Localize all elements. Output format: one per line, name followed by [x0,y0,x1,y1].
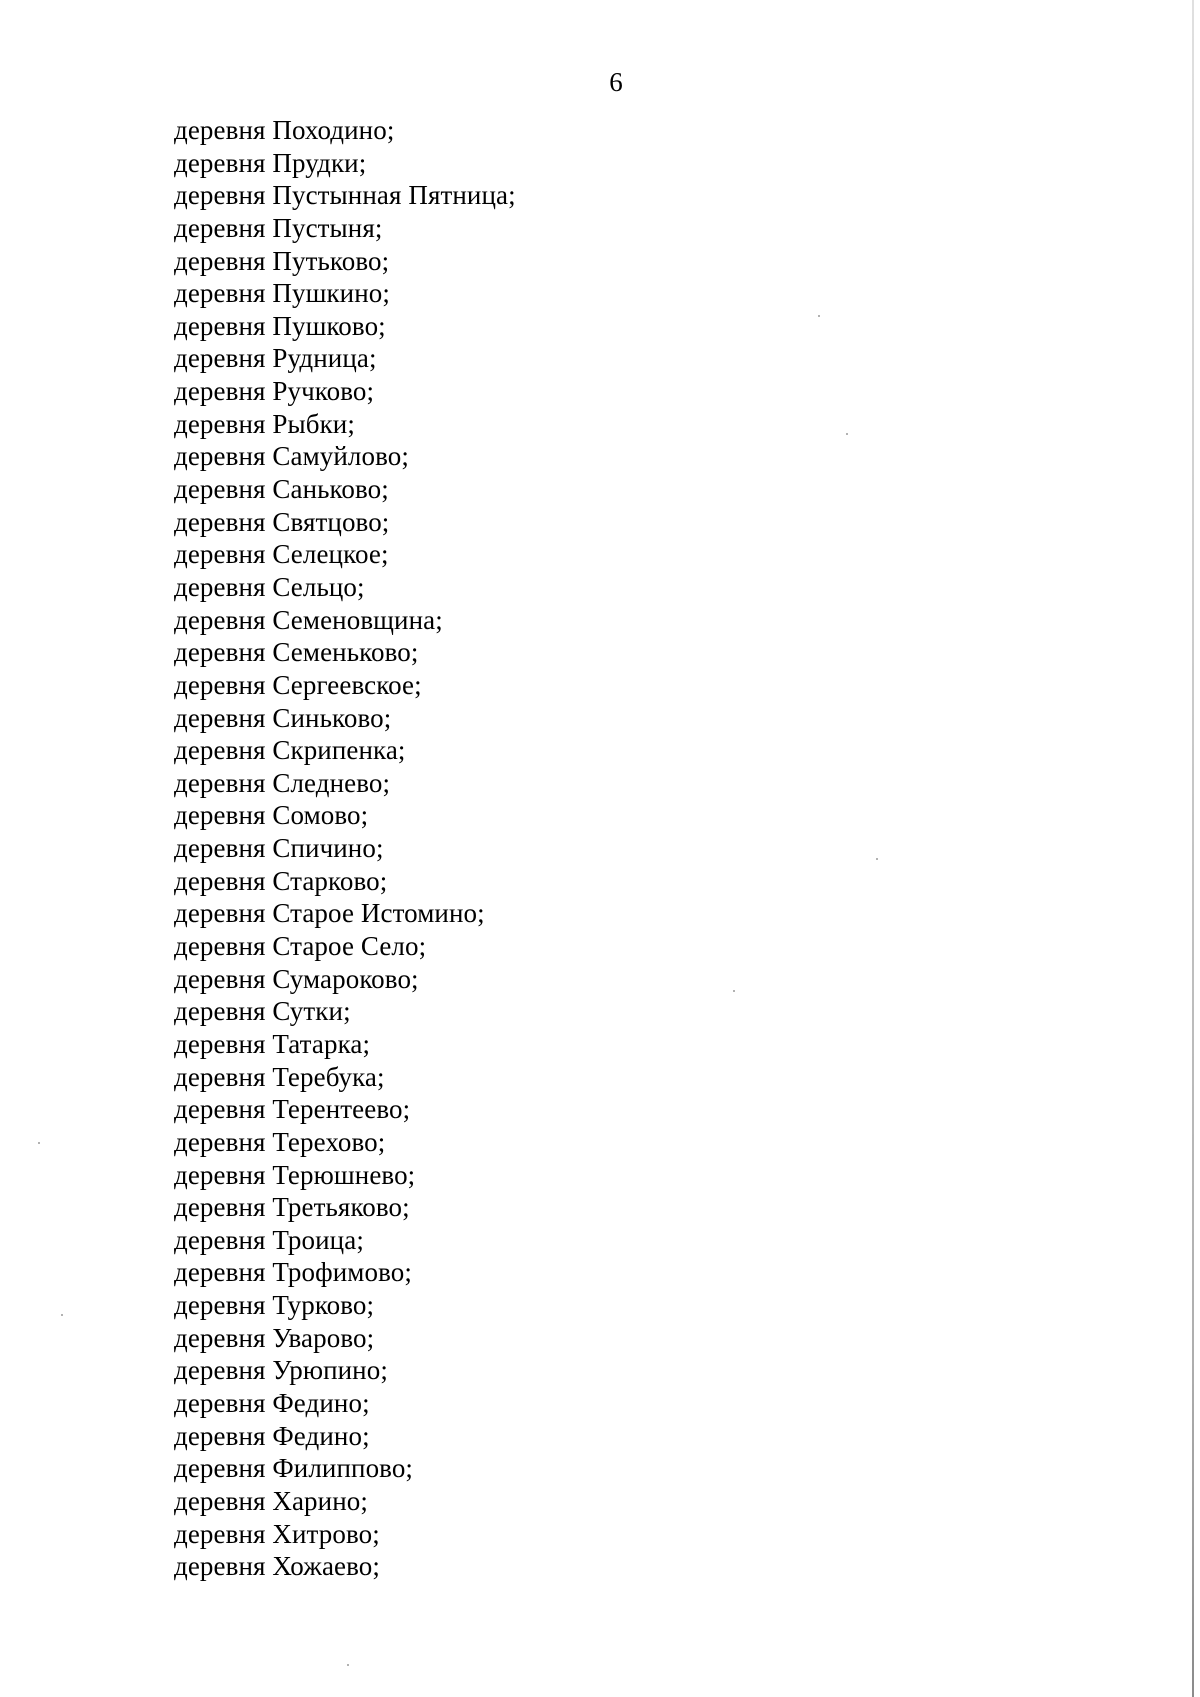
list-item: деревня Урюпино; [174,1355,388,1386]
list-item: деревня Путьково; [174,245,390,276]
list-item: деревня Старково; [174,865,388,896]
list-item: деревня Хожаево; [174,1551,380,1582]
list-item: деревня Селецкое; [174,539,389,570]
list-item: деревня Теребука; [174,1061,385,1092]
settlement-list [174,114,516,1583]
list-item: деревня Пустынная Пятница; [174,180,516,211]
list-item: деревня Скрипенка; [174,735,406,766]
list-item: деревня Спичино; [174,833,384,864]
scan-speck [876,858,878,860]
list-item: деревня Третьяково; [174,1192,410,1223]
list-item: деревня Ручково; [174,376,375,407]
list-item: деревня Сомово; [174,800,369,831]
list-item: деревня Терюшнево; [174,1159,416,1190]
list-item: деревня Рудница; [174,343,377,374]
list-item: деревня Хитрово; [174,1518,380,1549]
page-number: 6 [609,67,623,97]
list-item: деревня Семеновщина; [174,604,443,635]
list-item: деревня Харино; [174,1485,368,1516]
scan-speck [38,1142,40,1144]
list-item: деревня Сутки; [174,996,351,1027]
list-item: деревня Федино; [174,1420,370,1451]
list-item: деревня Пустыня; [174,212,383,243]
list-item: деревня Походино; [174,115,395,145]
list-item: деревня Самуйлово; [174,441,409,472]
list-item: деревня Саньково; [174,474,389,505]
scan-speck [818,315,820,317]
list-item: деревня Филиппово; [174,1453,414,1484]
scan-speck [733,990,735,992]
list-item: деревня Федино; [174,1387,370,1418]
list-item: деревня Татарка; [174,1028,371,1059]
list-item: деревня Старое Село; [174,931,427,962]
scan-edge-shadow [1192,0,1194,1697]
list-item: деревня Синьково; [174,702,392,733]
list-item: деревня Трофимово; [174,1257,412,1288]
list-item: деревня Терентеево; [174,1094,411,1125]
scan-speck [347,1664,349,1666]
list-item: деревня Семеньково; [174,637,419,668]
list-item: деревня Пушково; [174,310,386,341]
scan-speck [846,433,848,435]
list-item: деревня Сумароково; [174,963,419,994]
list-item: деревня Терехово; [174,1126,386,1157]
list-item: деревня Старое Истомино; [174,898,485,929]
list-item: деревня Рыбки; [174,408,355,439]
list-item: деревня Сергеевское; [174,669,422,700]
list-item: деревня Следнево; [174,767,391,798]
list-item: деревня Святцово; [174,506,390,537]
list-item: деревня Уварово; [174,1322,375,1353]
list-item: деревня Турково; [174,1290,375,1321]
list-item: деревня Сельцо; [174,571,365,602]
list-item: деревня Пушкино; [174,278,390,309]
list-item: деревня Прудки; [174,147,367,178]
list-item: деревня Троица; [174,1224,364,1255]
scan-speck [61,1314,63,1316]
